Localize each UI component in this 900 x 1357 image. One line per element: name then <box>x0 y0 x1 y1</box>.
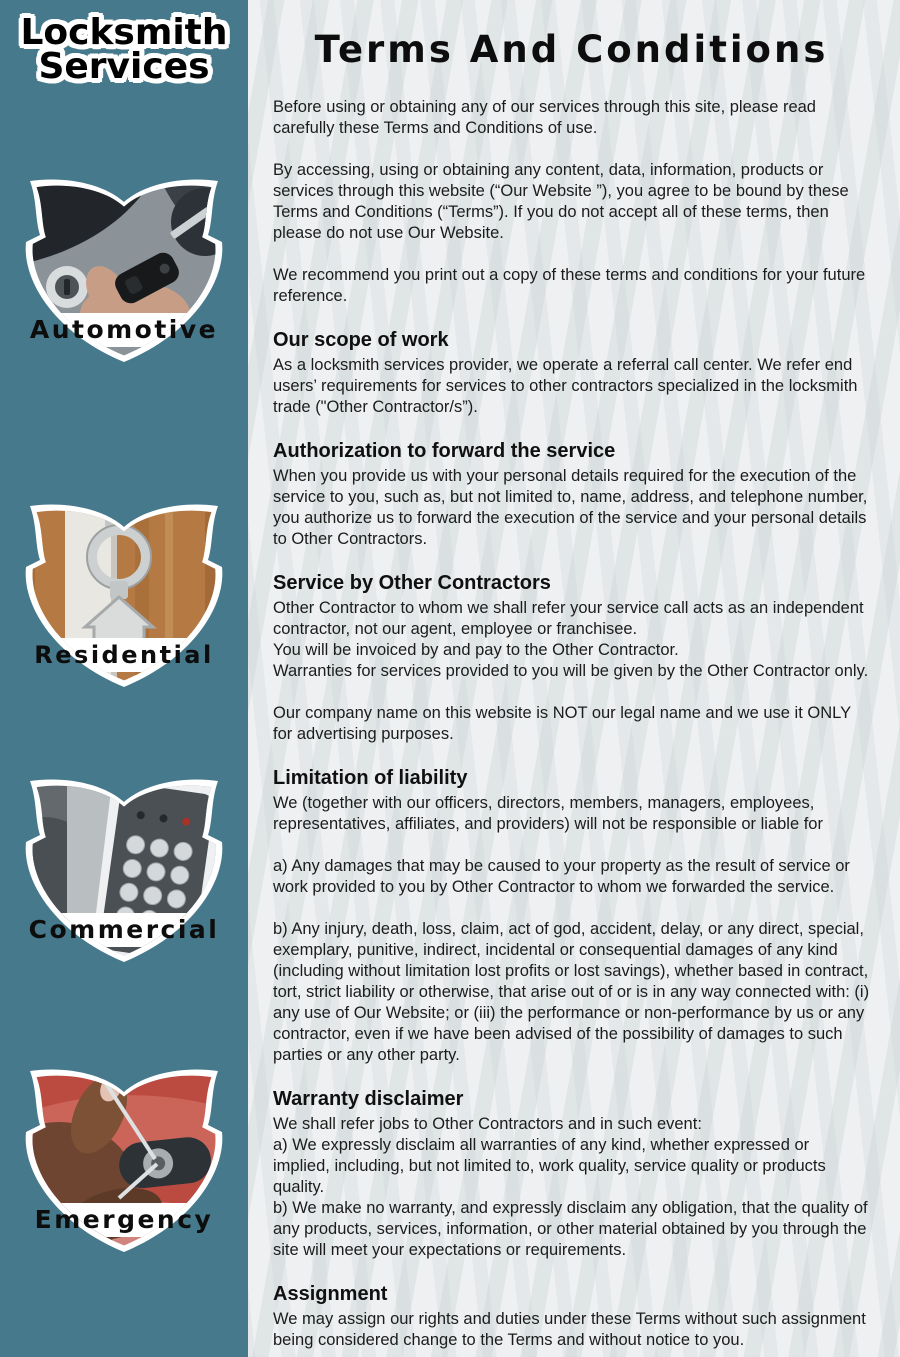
terms-content <box>248 0 900 1357</box>
section-heading: Service by Other Contractors <box>273 572 551 594</box>
section-heading: Authorization to forward the service <box>273 440 616 462</box>
badge-emergency-label: Emergency <box>34 1205 214 1234</box>
section-paragraph: Other Contractor to whom we shall refer your service call acts as an independent contractor, not our agent, employee or franchisee. <box>273 599 864 638</box>
section-assignment <box>273 1283 870 1351</box>
badge-emergency[interactable] <box>7 1062 241 1254</box>
intro-paragraph: We recommend you print out a copy of these terms and conditions for your future reference. <box>273 266 866 305</box>
section-paragraph: As a locksmith services provider, we operate a referral call center. We refer end users’ requirements for services to other contractors specialized in the locksmith trade ("Other Contractor/s”). <box>273 356 858 416</box>
logo-line2: Services <box>38 45 210 87</box>
badge-residential[interactable] <box>7 497 241 689</box>
badge-automotive[interactable] <box>7 172 241 364</box>
site-logo[interactable] <box>0 12 248 87</box>
section-paragraph: Warranties for services provided to you will be given by the Other Contractor only. <box>273 662 869 680</box>
section-paragraph: a) Any damages that may be caused to your property as the result of service or work provided to you by Other Contractor to whom we forwarded the service. <box>273 857 850 896</box>
badge-residential-label: Residential <box>34 641 214 669</box>
badge-automotive-label: Automotive <box>29 315 219 344</box>
residential-shield <box>7 497 241 689</box>
section-paragraph: We (together with our officers, directors, members, managers, employees, representatives, affiliates, and providers) will not be responsible or liable for <box>273 794 823 833</box>
sidebar <box>0 0 248 1357</box>
section-paragraph: b) We make no warranty, and expressly disclaim any obligation, that the quality of any products, services, information, or other material obtained by you through the site will meet your expectations or requirements. <box>273 1199 868 1259</box>
emergency-shield <box>7 1062 241 1254</box>
section-heading: Our scope of work <box>273 329 449 351</box>
section-other-contractors <box>273 572 870 745</box>
section-paragraph: b) Any injury, death, loss, claim, act of god, accident, delay, or any direct, special, exemplary, punitive, indirect, incidental or consequential damages of any kind (including without limitation lost profits or lost savings), whether based in contract, tort, strict liability or otherwise, that arise out of or is in any way connected with: (i) any use of Our Website; or (iii) the performance or non-performance by us or any contractor, even if we have been advised of the possibility of damages to such parties or any other party. <box>273 920 870 1064</box>
section-paragraph: Our company name on this website is NOT our legal name and we use it ONLY for advertising purposes. <box>273 704 851 743</box>
page-title: Terms And Conditions <box>314 28 829 71</box>
section-paragraph: We may assign our rights and duties under these Terms without such assignment being considered change to the Terms and without notice to you. <box>273 1310 866 1349</box>
section-paragraph: a) We expressly disclaim all warranties of any kind, whether expressed or implied, including, but not limited to, work quality, service quality or products quality. <box>273 1136 826 1196</box>
section-heading: Warranty disclaimer <box>273 1088 464 1110</box>
section-limitation <box>273 767 870 1066</box>
section-authorization <box>273 440 870 550</box>
badge-commercial[interactable] <box>7 772 241 964</box>
section-scope <box>273 329 870 418</box>
section-heading: Assignment <box>273 1283 388 1305</box>
section-paragraph: When you provide us with your personal details required for the execution of the service to you, such as, but not limited to, name, address, and telephone number, you authorize us to forward the execution of the service and your personal details to Other Contractors. <box>273 467 868 548</box>
badge-commercial-label: Commercial <box>28 915 220 944</box>
section-warranty <box>273 1088 870 1261</box>
automotive-shield <box>7 172 241 364</box>
intro-paragraph: Before using or obtaining any of our services through this site, please read carefully these Terms and Conditions of use. <box>273 98 816 137</box>
section-heading: Limitation of liability <box>273 767 468 789</box>
section-paragraph: We shall refer jobs to Other Contractors and in such event: <box>273 1115 702 1133</box>
commercial-shield <box>7 772 241 964</box>
section-paragraph: You will be invoiced by and pay to the Other Contractor. <box>273 641 679 659</box>
intro-paragraph: By accessing, using or obtaining any content, data, information, products or services through this website (“Our Website ”), you agree to be bound by these Terms and Conditions (“Terms”). If you do not accept all of these terms, then please do not use Our Website. <box>273 161 849 242</box>
logo-line1: Locksmith <box>20 12 228 53</box>
